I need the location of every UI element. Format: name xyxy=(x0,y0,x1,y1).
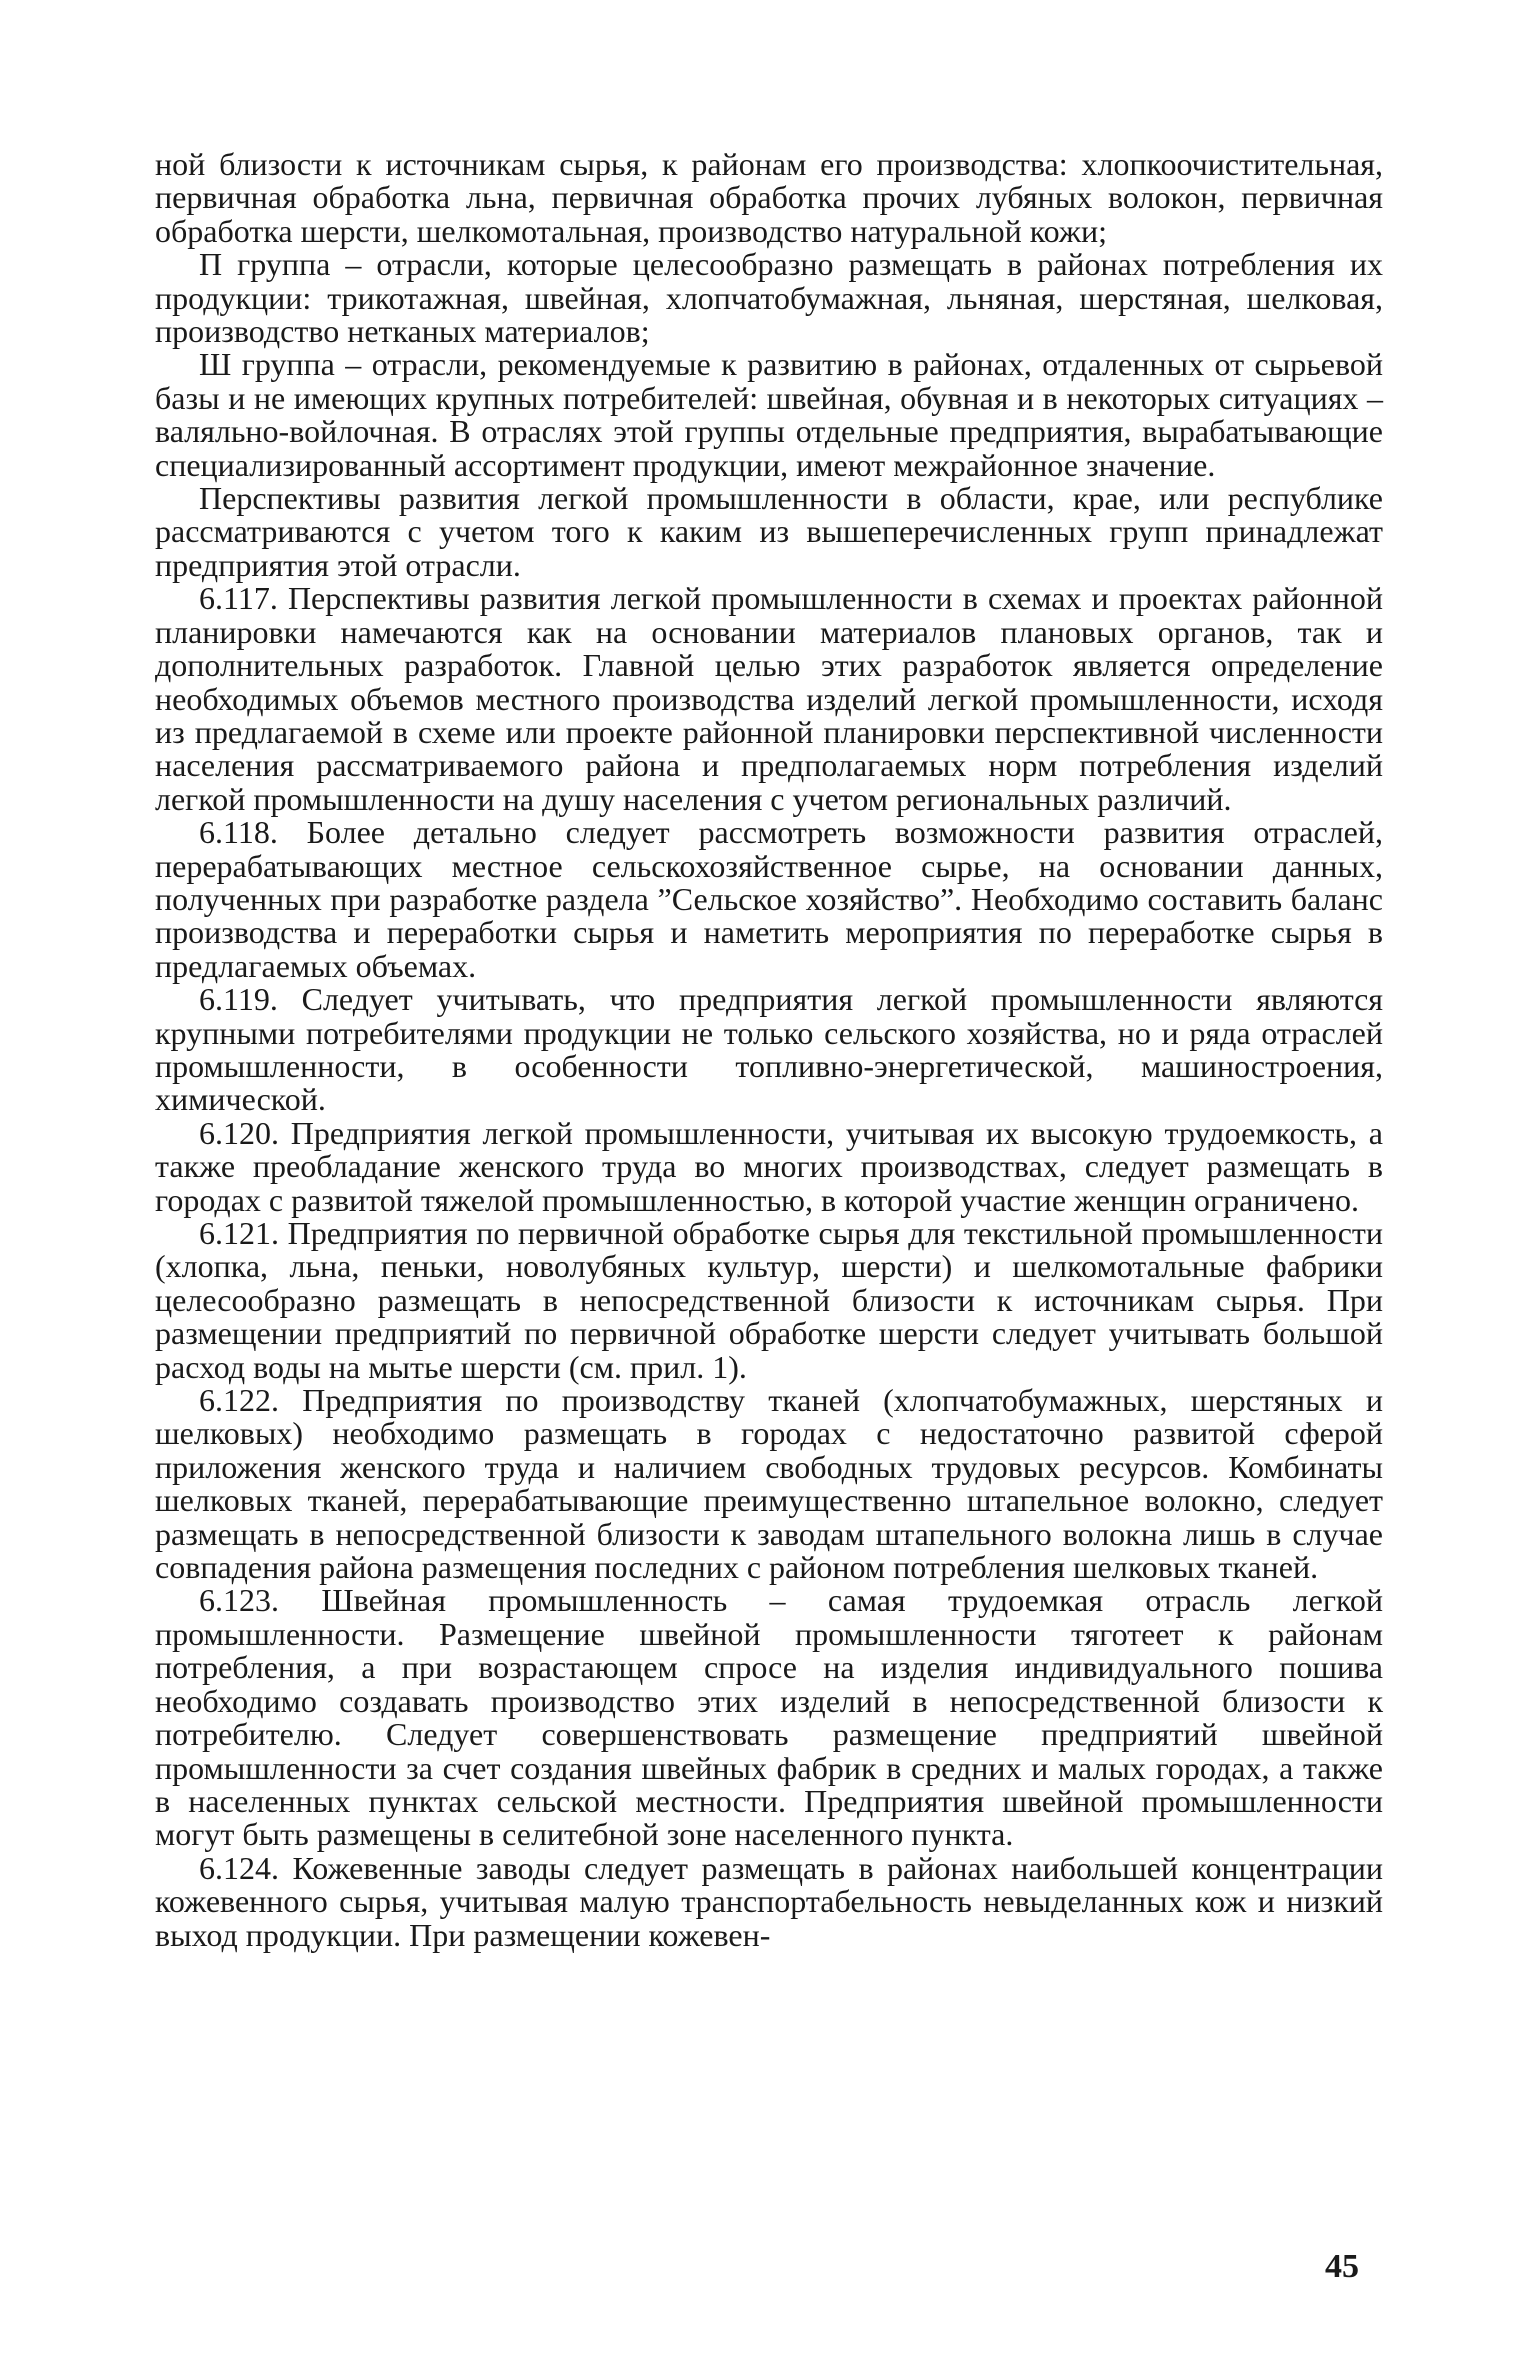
paragraph-number: 6.118. xyxy=(199,814,278,851)
paragraph-number: 6.122. xyxy=(199,1382,279,1419)
paragraph-text: Перспективы развития легкой промышленности в схемах и проектах районной планировки намечаются как на основании материалов плановых органов, так и дополнительных разработок. Главной целью этих разработок является определение необходимых объемов местного производства изделий легкой промышленности, исходя из предлагаемой в схеме или проекте районной планировки перспективной численности населения рассматриваемого района и предполагаемых норм потребления изделий легкой промышленности на душу населения с учетом региональных различий. xyxy=(155,580,1384,817)
paragraph-6-123 xyxy=(155,1584,1383,1851)
paragraph-6-121 xyxy=(155,1217,1383,1384)
paragraph-number: 6.121. xyxy=(199,1215,279,1251)
page-text xyxy=(155,148,1383,1952)
paragraph-text: Кожевенные заводы следует размещать в районах наибольшей концентрации кожевенного сырья, учитывая малую транспортабельность невыделанных кож и низкий выход продукции. При размещении кожевен- xyxy=(155,1849,1384,1953)
paragraph-6-124 xyxy=(155,1849,1384,1953)
paragraph-text: П группа – отрасли, которые целесообразно размещать в районах потребления их продукции: трикотажная, швейная, хлопчатобумажная, льняная, шерстяная, шелковая, производство нетканых материалов; xyxy=(155,246,1383,350)
paragraph-group-2 xyxy=(155,248,1383,348)
paragraph-6-120 xyxy=(155,1114,1384,1218)
paragraph-text: ной близости к источникам сырья, к районам его производства: хлопкоочистительная, первичная обработка льна, первичная обработка прочих лубяных волокон, первичная обработка шерсти, шелкомотальная, производство натуральной кожи; xyxy=(155,146,1383,249)
paragraph-text: Ш группа – отрасли, рекомендуемые к развитию в районах, отдаленных от сырьевой базы и не имеющих крупных потребителей: швейная, обувная и в некоторых ситуациях – валяльно-войлочная. В отраслях этой группы отдельные предприятия, вырабатывающие специализированный ассортимент продукции, имеют межрайонное значение. xyxy=(155,346,1383,483)
paragraph-text: Предприятия по производству тканей (хлопчатобумажных, шерстяных и шелковых) необходимо размещать в городах с недостаточно развитой сферой приложения женского труда и наличием свободных трудовых ресурсов. Комбинаты шелковых тканей, перерабатывающие преимущественно штапельное волокно, следует размещать в непосредственной близости к заводам штапельного волокна лишь в случае совпадения района размещения последних с районом потребления шелковых тканей. xyxy=(155,1382,1384,1586)
paragraph-6-122 xyxy=(155,1384,1383,1584)
paragraph-text: Предприятия легкой промышленности, учитывая их высокую трудоемкость, а также преобладание женского труда во многих производствах, следует размещать в городах с развитой тяжелой промышленностью, в которой участие женщин ограничено. xyxy=(155,1114,1384,1218)
paragraph-text: Перспективы развития легкой промышленности в области, крае, или республике рассматриваются с учетом того к каким из вышеперечисленных групп принадлежат предприятия этой отрасли. xyxy=(155,480,1383,583)
paragraph-number: 6.120. xyxy=(199,1114,279,1151)
page-number: 45 xyxy=(1325,2248,1359,2285)
paragraph-group-1-continuation xyxy=(155,148,1383,248)
paragraph-6-118 xyxy=(155,816,1383,983)
paragraph-group-3 xyxy=(155,348,1383,482)
paragraph-text: Более детально следует рассмотреть возможности развития отраслей, перерабатывающих местное сельскохозяйственное сырье, на основании данных, полученных при разработке раздела ”Сельское хозяйство”. Необходимо составить баланс производства и переработки сырья и наметить мероприятия по переработке сырья в предлагаемых объемах. xyxy=(155,814,1383,984)
paragraph-text: Предприятия по первичной обработке сырья для текстильной промышленности (хлопка, льна, пеньки, новолубяных культур, шерсти) и шелкомотальные фабрики целесообразно размещать в непосредственной близости к источникам сырья. При размещении предприятий по первичной обработке шерсти следует учитывать большой расход воды на мытье шерсти (см. прил. 1). xyxy=(155,1215,1384,1385)
paragraph-text: Швейная промышленность – самая трудоемкая отрасль легкой промышленности. Размещение швейной промышленности тяготеет к районам потребления, а при возрастающем спросе на изделия индивидуального пошива необходимо создавать производство этих изделий в непосредственной близости к потребителю. Следует совершенствовать размещение предприятий швейной промышленности за счет создания швейных фабрик в средних и малых городах, а также в населенных пунктах сельской местности. Предприятия швейной промышленности могут быть размещены в селитебной зоне населенного пункта. xyxy=(155,1582,1384,1853)
paragraph-6-117 xyxy=(155,582,1383,816)
paragraph-perspectives xyxy=(155,482,1383,582)
paragraph-text: Следует учитывать, что предприятия легкой промышленности являются крупными потребителями продукции не только сельского хозяйства, но и ряда отраслей промышленности, в особенности топливно-энергетической, машиностроения, химической. xyxy=(155,981,1384,1118)
paragraph-number: 6.117. xyxy=(199,580,278,617)
paragraph-number: 6.123. xyxy=(199,1582,279,1619)
paragraph-number: 6.124. xyxy=(199,1849,279,1886)
paragraph-number: 6.119. xyxy=(199,981,278,1018)
paragraph-6-119 xyxy=(155,983,1383,1117)
